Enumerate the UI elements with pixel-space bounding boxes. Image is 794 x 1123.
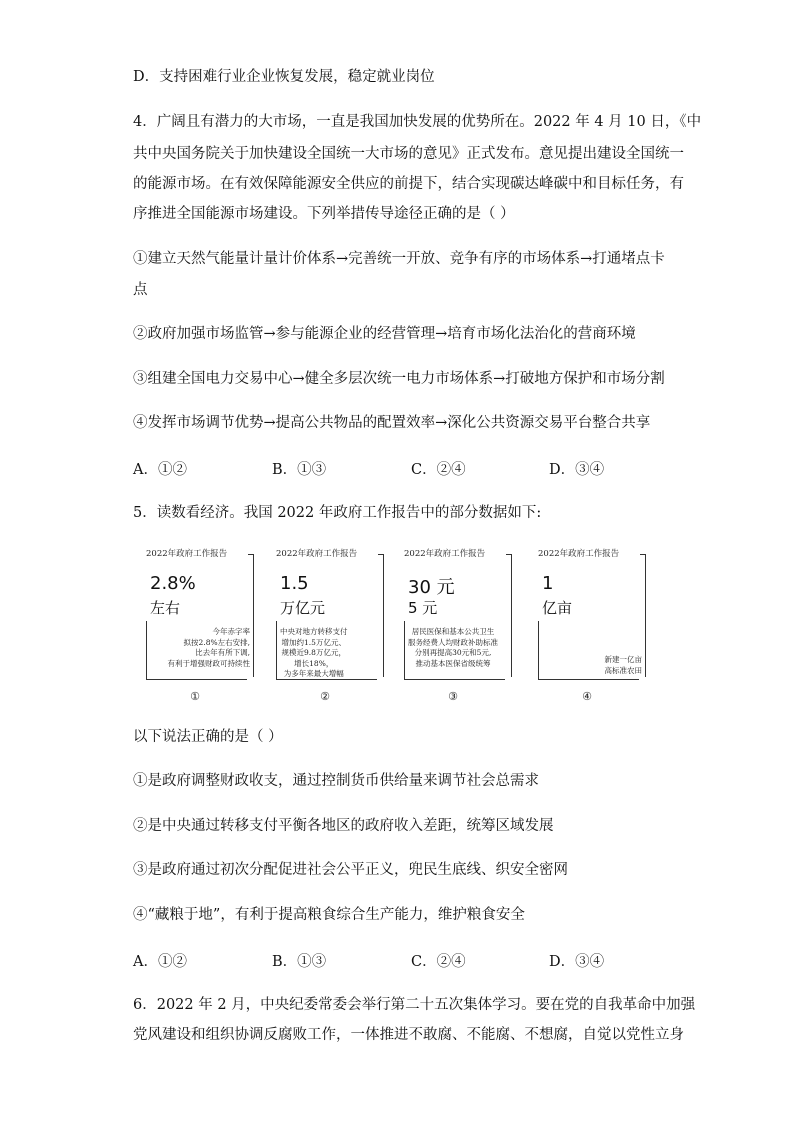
panel-frame-line: [645, 554, 646, 677]
q5-option-c[interactable]: C．②④: [411, 954, 466, 970]
panel-note: 居民医保和基本公共卫生 服务经费人均财政补助标准 分别再提高30元和5元, 推动基本医保省级统筹: [408, 627, 498, 668]
panel-frame-line: [253, 554, 254, 677]
panel-unit: 5 元: [408, 599, 438, 617]
figure-panel-4: [532, 547, 652, 707]
q5-question: 以下说法正确的是（ ）: [133, 729, 283, 745]
panel-title: 2022年政府工作报告: [538, 549, 620, 559]
panel-title: 2022年政府工作报告: [276, 549, 358, 559]
panel-title: 2022年政府工作报告: [404, 549, 486, 559]
panel-frame-line: [511, 554, 512, 677]
q3-option-d: D．支持困难行业企业恢复发展，稳定就业岗位: [133, 69, 435, 85]
q6-stem-line-2: 党风建设和组织协调反腐败工作，一体推进不敢腐、不能腐、不想腐，自觉以党性立身: [133, 1027, 684, 1043]
panel-label: ④: [582, 690, 592, 703]
q5-stem: 5．读数看经济。我国 2022 年政府工作报告中的部分数据如下:: [133, 505, 542, 521]
panel-big-value: 30 元: [408, 577, 455, 598]
q5-option-b[interactable]: B．①③: [272, 954, 327, 970]
q5-item-4: ④“藏粮于地”，有利于提高粮食综合生产能力，维护粮食安全: [133, 907, 525, 923]
panel-big-value: 1: [542, 573, 554, 594]
q4-option-d[interactable]: D．③④: [549, 462, 605, 478]
q4-item-1-line-2: 点: [133, 282, 148, 298]
q5-item-1: ①是政府调整财政收支，通过控制货币供给量来调节社会总需求: [133, 773, 539, 789]
panel-label: ①: [190, 690, 200, 703]
panel-note: 今年赤字率 拟按2.8%左右安排, 比去年有所下调, 有利于增强财政可持续性: [167, 627, 250, 668]
panel-unit: 万亿元: [280, 599, 326, 617]
q4-item-2: ②政府加强市场监管→参与能源企业的经营管理→培育市场化法治化的营商环境: [133, 326, 636, 342]
q5-option-a[interactable]: A．①②: [133, 954, 187, 970]
figure-panel-2: [270, 547, 390, 707]
q4-stem-line-1: 4．广阔且有潜力的大市场，一直是我国加快发展的优势所在。2022 年 4 月 10 日，《中: [133, 114, 702, 130]
data-figure: [140, 547, 650, 707]
q4-item-3: ③组建全国电力交易中心→健全多层次统一电力市场体系→打破地方保护和市场分割: [133, 371, 665, 387]
q5-item-2: ②是中央通过转移支付平衡各地区的政府收入差距，统筹区域发展: [133, 818, 554, 834]
q4-stem-line-4: 序推进全国能源市场建设。下列举措传导途径正确的是（ ）: [133, 206, 515, 222]
panel-unit: 左右: [150, 599, 181, 617]
q4-option-c[interactable]: C．②④: [411, 462, 466, 478]
panel-label: ③: [448, 690, 458, 703]
panel-title: 2022年政府工作报告: [146, 549, 228, 559]
panel-big-value: 2.8%: [150, 573, 196, 594]
panel-unit: 亿亩: [542, 599, 573, 617]
panel-big-value: 1.5: [280, 573, 309, 594]
q5-item-3: ③是政府通过初次分配促进社会公平正义，兜民生底线、织安全密网: [133, 862, 568, 878]
figure-panel-1: [140, 547, 260, 707]
panel-label: ②: [320, 690, 330, 703]
panel-note: 新建一亿亩 高标准农田: [604, 655, 642, 675]
panel-frame-line: [383, 554, 384, 677]
q4-stem-line-3: 的能源市场。在有效保障能源安全供应的前提下，结合实现碳达峰碳中和目标任务，有: [133, 176, 684, 192]
q4-item-4: ④发挥市场调节优势→提高公共物品的配置效率→深化公共资源交易平台整合共享: [133, 415, 651, 431]
q4-option-b[interactable]: B．①③: [272, 462, 327, 478]
figure-panel-3: [398, 547, 518, 707]
q4-option-a[interactable]: A．①②: [133, 462, 187, 478]
q4-stem-line-2: 共中央国务院关于加快建设全国统一大市场的意见》正式发布。意见提出建设全国统一: [133, 146, 684, 162]
q5-option-d[interactable]: D．③④: [549, 954, 605, 970]
panel-note: 中央对地方转移支付 增加约1.5万亿元、 规模近9.8万亿元， 增长18%， 为多年来最大增幅: [280, 627, 348, 678]
q4-item-1-line-1: ①建立天然气能量计量计价体系→完善统一开放、竞争有序的市场体系→打通堵点卡: [133, 251, 665, 267]
q6-stem-line-1: 6．2022 年 2 月，中央纪委常委会举行第二十五次集体学习。要在党的自我革命中加强: [133, 997, 696, 1013]
